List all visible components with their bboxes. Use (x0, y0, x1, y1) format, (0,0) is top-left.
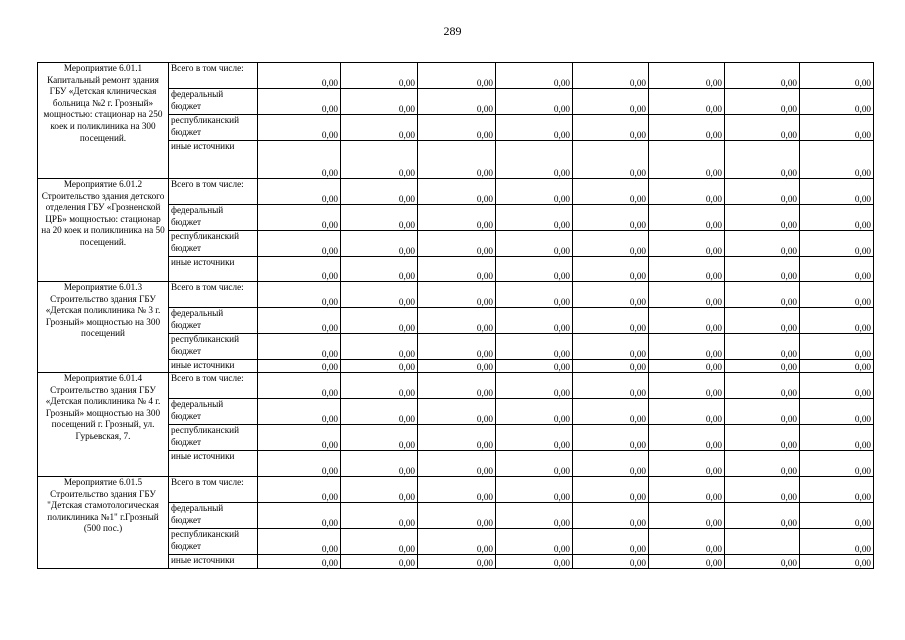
value-cell: 0,00 (496, 503, 573, 529)
value-cell: 0,00 (725, 399, 800, 425)
measure-name: Мероприятие 6.01.3 Строительство здания ГБУ «Детская поликлиника № 3 г. Грозный» мощностью на 300 посещений (38, 282, 169, 373)
value-cell: 0,00 (258, 231, 341, 257)
value-cell: 0,00 (496, 399, 573, 425)
value-cell: 0,00 (496, 89, 573, 115)
value-cell: 0,00 (649, 399, 725, 425)
value-cell: 0,00 (649, 334, 725, 360)
table-row (38, 373, 874, 399)
value-cell: 0,00 (649, 179, 725, 205)
value-cell: 0,00 (496, 308, 573, 334)
value-cell: 0,00 (496, 231, 573, 257)
value-cell: 0,00 (725, 89, 800, 115)
value-cell: 0,00 (341, 477, 418, 503)
value-cell: 0,00 (649, 373, 725, 399)
value-cell: 0,00 (800, 529, 874, 555)
value-cell: 0,00 (341, 115, 418, 141)
value-cell: 0,00 (496, 257, 573, 282)
value-cell: 0,00 (341, 308, 418, 334)
value-cell: 0,00 (800, 360, 874, 373)
value-cell: 0,00 (418, 205, 496, 231)
value-cell (725, 529, 800, 555)
funding-source: федеральный бюджет (169, 89, 258, 115)
value-cell: 0,00 (418, 179, 496, 205)
value-cell: 0,00 (496, 360, 573, 373)
value-cell: 0,00 (649, 89, 725, 115)
page-number: 289 (443, 24, 462, 38)
table-row (38, 477, 874, 503)
value-cell: 0,00 (258, 451, 341, 477)
value-cell: 0,00 (258, 257, 341, 282)
value-cell: 0,00 (418, 282, 496, 308)
value-cell: 0,00 (725, 231, 800, 257)
value-cell: 0,00 (496, 205, 573, 231)
value-cell: 0,00 (418, 425, 496, 451)
value-cell: 0,00 (258, 282, 341, 308)
value-cell: 0,00 (258, 477, 341, 503)
value-cell: 0,00 (649, 231, 725, 257)
value-cell: 0,00 (649, 63, 725, 89)
funding-source: иные источники (169, 555, 258, 569)
value-cell: 0,00 (573, 373, 649, 399)
value-cell: 0,00 (649, 529, 725, 555)
value-cell: 0,00 (341, 373, 418, 399)
value-cell: 0,00 (258, 205, 341, 231)
value-cell: 0,00 (418, 451, 496, 477)
value-cell: 0,00 (418, 141, 496, 179)
funding-source: республиканский бюджет (169, 529, 258, 555)
value-cell: 0,00 (258, 63, 341, 89)
value-cell: 0,00 (258, 89, 341, 115)
value-cell: 0,00 (341, 89, 418, 115)
value-cell: 0,00 (418, 334, 496, 360)
value-cell: 0,00 (573, 63, 649, 89)
value-cell: 0,00 (341, 399, 418, 425)
value-cell: 0,00 (800, 399, 874, 425)
value-cell: 0,00 (725, 205, 800, 231)
value-cell: 0,00 (496, 555, 573, 569)
value-cell: 0,00 (800, 282, 874, 308)
value-cell: 0,00 (725, 425, 800, 451)
value-cell: 0,00 (649, 503, 725, 529)
value-cell: 0,00 (258, 529, 341, 555)
measure-name: Мероприятие 6.01.1 Капитальный ремонт здания ГБУ «Детская клиническая больница №2 г. Грозный» мощностью: стационар на 250 коек и поликлиника на 300 посещений. (38, 63, 169, 179)
value-cell: 0,00 (725, 555, 800, 569)
value-cell: 0,00 (258, 141, 341, 179)
value-cell: 0,00 (725, 451, 800, 477)
value-cell: 0,00 (496, 529, 573, 555)
funding-source: Всего в том числе: (169, 477, 258, 503)
value-cell: 0,00 (800, 141, 874, 179)
value-cell: 0,00 (341, 231, 418, 257)
value-cell: 0,00 (418, 503, 496, 529)
value-cell: 0,00 (725, 503, 800, 529)
value-cell: 0,00 (573, 334, 649, 360)
value-cell: 0,00 (418, 257, 496, 282)
value-cell: 0,00 (649, 308, 725, 334)
funding-source: иные источники (169, 360, 258, 373)
funding-source: федеральный бюджет (169, 205, 258, 231)
value-cell: 0,00 (800, 89, 874, 115)
value-cell: 0,00 (341, 451, 418, 477)
value-cell: 0,00 (258, 334, 341, 360)
value-cell: 0,00 (800, 451, 874, 477)
value-cell: 0,00 (573, 477, 649, 503)
table-row (38, 179, 874, 205)
funding-source: Всего в том числе: (169, 63, 258, 89)
funding-source: федеральный бюджет (169, 308, 258, 334)
table-row (38, 63, 874, 89)
value-cell: 0,00 (418, 308, 496, 334)
value-cell: 0,00 (573, 360, 649, 373)
value-cell: 0,00 (418, 373, 496, 399)
funding-source: Всего в том числе: (169, 373, 258, 399)
value-cell: 0,00 (573, 308, 649, 334)
measure-name: Мероприятие 6.01.4 Строительство здания ГБУ «Детская поликлиника № 4 г. Грозный» мощностью на 300 посещений г. Грозный, ул. Гурьевская, 7. (38, 373, 169, 477)
value-cell: 0,00 (496, 179, 573, 205)
value-cell: 0,00 (725, 334, 800, 360)
value-cell: 0,00 (496, 141, 573, 179)
value-cell: 0,00 (258, 425, 341, 451)
value-cell: 0,00 (418, 89, 496, 115)
value-cell: 0,00 (418, 63, 496, 89)
value-cell: 0,00 (800, 179, 874, 205)
value-cell: 0,00 (573, 231, 649, 257)
value-cell: 0,00 (418, 555, 496, 569)
value-cell: 0,00 (649, 425, 725, 451)
value-cell: 0,00 (800, 63, 874, 89)
value-cell: 0,00 (341, 503, 418, 529)
value-cell: 0,00 (341, 529, 418, 555)
value-cell: 0,00 (418, 399, 496, 425)
funding-source: иные источники (169, 257, 258, 282)
value-cell: 0,00 (573, 179, 649, 205)
value-cell: 0,00 (341, 282, 418, 308)
budget-table (37, 62, 874, 569)
table-row (38, 282, 874, 308)
value-cell: 0,00 (341, 141, 418, 179)
value-cell: 0,00 (725, 115, 800, 141)
value-cell: 0,00 (573, 425, 649, 451)
value-cell: 0,00 (649, 477, 725, 503)
value-cell: 0,00 (573, 503, 649, 529)
value-cell: 0,00 (725, 308, 800, 334)
value-cell: 0,00 (573, 89, 649, 115)
value-cell: 0,00 (496, 115, 573, 141)
value-cell: 0,00 (725, 282, 800, 308)
value-cell: 0,00 (258, 360, 341, 373)
value-cell: 0,00 (649, 451, 725, 477)
value-cell: 0,00 (800, 308, 874, 334)
value-cell: 0,00 (800, 503, 874, 529)
value-cell: 0,00 (496, 373, 573, 399)
funding-source: иные источники (169, 451, 258, 477)
value-cell: 0,00 (418, 231, 496, 257)
value-cell: 0,00 (341, 555, 418, 569)
value-cell: 0,00 (649, 205, 725, 231)
value-cell: 0,00 (341, 179, 418, 205)
value-cell: 0,00 (649, 257, 725, 282)
value-cell: 0,00 (573, 451, 649, 477)
funding-source: республиканский бюджет (169, 425, 258, 451)
table-body (38, 63, 874, 569)
value-cell: 0,00 (725, 360, 800, 373)
value-cell: 0,00 (800, 115, 874, 141)
value-cell: 0,00 (800, 477, 874, 503)
value-cell: 0,00 (258, 555, 341, 569)
value-cell: 0,00 (725, 477, 800, 503)
funding-source: республиканский бюджет (169, 231, 258, 257)
value-cell: 0,00 (573, 555, 649, 569)
value-cell: 0,00 (258, 115, 341, 141)
funding-source: федеральный бюджет (169, 503, 258, 529)
value-cell: 0,00 (725, 63, 800, 89)
value-cell: 0,00 (341, 334, 418, 360)
value-cell: 0,00 (800, 334, 874, 360)
value-cell: 0,00 (496, 425, 573, 451)
value-cell: 0,00 (573, 257, 649, 282)
measure-name: Мероприятие 6.01.5 Строительство здания ГБУ "Детская стамотологическая поликлиника №1" г.Грозный (500 пос.) (38, 477, 169, 569)
value-cell: 0,00 (258, 308, 341, 334)
value-cell: 0,00 (341, 63, 418, 89)
value-cell: 0,00 (258, 179, 341, 205)
value-cell: 0,00 (725, 373, 800, 399)
value-cell: 0,00 (496, 282, 573, 308)
value-cell: 0,00 (573, 529, 649, 555)
value-cell: 0,00 (649, 282, 725, 308)
value-cell: 0,00 (418, 529, 496, 555)
funding-source: федеральный бюджет (169, 399, 258, 425)
value-cell: 0,00 (725, 179, 800, 205)
funding-source: республиканский бюджет (169, 334, 258, 360)
value-cell: 0,00 (418, 115, 496, 141)
value-cell: 0,00 (573, 205, 649, 231)
value-cell: 0,00 (418, 360, 496, 373)
value-cell: 0,00 (800, 555, 874, 569)
value-cell: 0,00 (649, 555, 725, 569)
value-cell: 0,00 (649, 360, 725, 373)
value-cell: 0,00 (800, 373, 874, 399)
value-cell: 0,00 (341, 257, 418, 282)
value-cell: 0,00 (725, 257, 800, 282)
value-cell: 0,00 (496, 63, 573, 89)
value-cell: 0,00 (258, 503, 341, 529)
value-cell: 0,00 (573, 141, 649, 179)
value-cell: 0,00 (649, 115, 725, 141)
value-cell: 0,00 (573, 282, 649, 308)
value-cell: 0,00 (418, 477, 496, 503)
value-cell: 0,00 (649, 141, 725, 179)
value-cell: 0,00 (725, 141, 800, 179)
value-cell: 0,00 (800, 205, 874, 231)
value-cell: 0,00 (496, 451, 573, 477)
value-cell: 0,00 (258, 399, 341, 425)
value-cell: 0,00 (258, 373, 341, 399)
measure-name: Мероприятие 6.01.2 Строительство здания детского отделения ГБУ «Грозненской ЦРБ» мощностью: стационар на 20 коек и поликлиника на 50 посещений. (38, 179, 169, 282)
value-cell: 0,00 (800, 257, 874, 282)
funding-source: Всего в том числе: (169, 179, 258, 205)
funding-source: Всего в том числе: (169, 282, 258, 308)
funding-source: республиканский бюджет (169, 115, 258, 141)
value-cell: 0,00 (341, 360, 418, 373)
value-cell: 0,00 (800, 231, 874, 257)
funding-source: иные источники (169, 141, 258, 179)
value-cell: 0,00 (341, 425, 418, 451)
value-cell: 0,00 (496, 334, 573, 360)
value-cell: 0,00 (800, 425, 874, 451)
value-cell: 0,00 (573, 399, 649, 425)
value-cell: 0,00 (573, 115, 649, 141)
value-cell: 0,00 (496, 477, 573, 503)
value-cell: 0,00 (341, 205, 418, 231)
